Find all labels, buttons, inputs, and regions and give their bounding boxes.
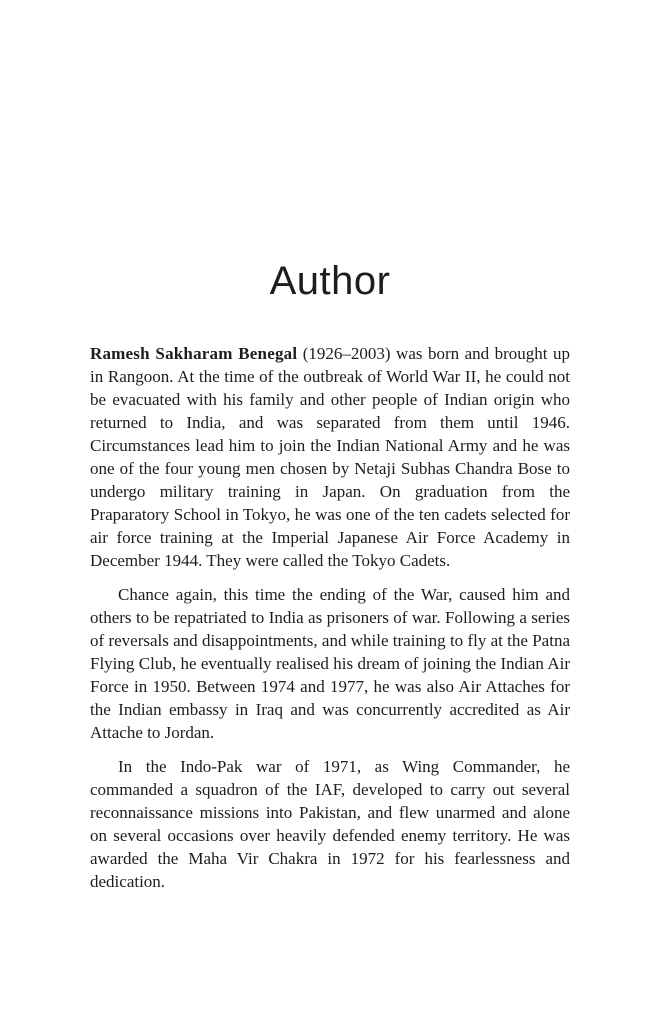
page-title: Author — [269, 259, 391, 303]
author-name: Ramesh Sakharam Benegal — [90, 344, 298, 363]
author-bio-paragraph-1 — [90, 342, 570, 572]
author-bio-paragraph-3: In the Indo-Pak war of 1971, as Wing Commander, he commanded a squadron of the IAF, developed to carry out several reconnaissance missions into Pakistan, and flew unarmed and alone on several occasions over heavily defended enemy territory. He was awarded the Maha Vir Chakra in 1972 for his fearlessness and dedication. — [90, 757, 570, 891]
author-bio-paragraph-2: Chance again, this time the ending of the War, caused him and others to be repatriated to India as prisoners of war. Following a series of reversals and disappointments, and while training to fly at the Patna Flying Club, he eventually realised his dream of joining the Indian Air Force in 1950. Between 1974 and 1977, he was also Air Attaches for the Indian embassy in Iraq and was concurrently accredited as Air Attache to Jordan. — [90, 585, 570, 742]
paragraph-1-text: (1926–2003) was born and brought up in Rangoon. At the time of the outbreak of World War II, he could not be evacuated with his family and other people of Indian origin who returned to India, and was separated from them until 1946. Circumstances lead him to join the Indian National Army and he was one of the four young men chosen by Netaji Subhas Chandra Bose to undergo military training in Japan. On graduation from the Praparatory School in Tokyo, he was one of the ten cadets selected for air force training at the Imperial Japanese Air Force Academy in December 1944. They were called the Tokyo Cadets. — [90, 344, 570, 570]
author-bio — [0, 342, 660, 893]
